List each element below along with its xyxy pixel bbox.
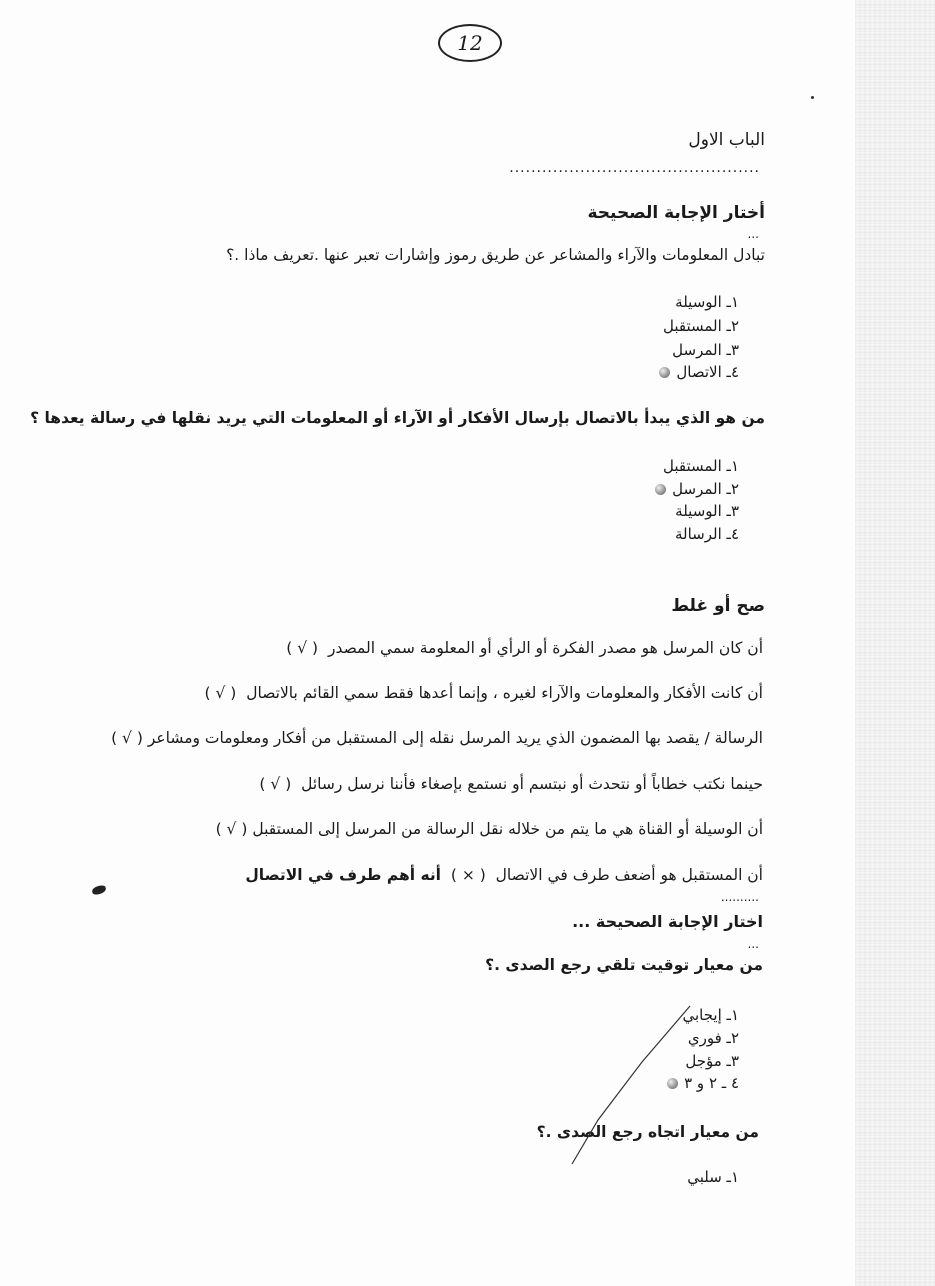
- page-number: 12: [438, 24, 502, 62]
- section1-heading: أختار الإجابة الصحيحة: [587, 203, 765, 223]
- q2-option-2-label: ٢ـ المرسل: [672, 480, 739, 498]
- statement-3-answer[interactable]: ( √ ): [111, 729, 143, 747]
- statement-4-text: حينما نكتب خطاباً أو نتحدث أو نبتسم أو نستمع بإصغاء فأننا نرسل رسائل: [301, 775, 763, 793]
- section2-heading: صح أو غلط: [671, 596, 765, 616]
- statement-6-text: أن المستقبل هو أضعف طرف في الاتصال: [495, 866, 763, 884]
- statement-2-answer[interactable]: ( √ ): [204, 684, 237, 702]
- question-3-text: من معيار توقيت تلقي رجع الصدى .؟: [485, 956, 763, 974]
- statement-5-answer[interactable]: ( √ ): [215, 820, 248, 838]
- q1-option-1[interactable]: ١ـ الوسيلة: [675, 293, 739, 311]
- q1-option-3[interactable]: ٣ـ المرسل: [672, 341, 739, 359]
- section2-dots: ..........: [720, 890, 759, 904]
- chapter-title: الباب الاول: [688, 130, 765, 150]
- statement-2-text: أن كانت الأفكار والمعلومات والآراء لغيره ، وإنما أعدها فقط سمي القائم بالاتصال: [246, 684, 763, 702]
- question-1-text: تبادل المعلومات والآراء والمشاعر عن طريق رموز وإشارات تعبر عنها .تعريف ماذا .؟: [226, 246, 765, 264]
- q4-option-1[interactable]: ١ـ سلبي: [687, 1168, 739, 1186]
- statement-6-correction: أنه أهم طرف في الاتصال: [245, 866, 441, 884]
- statement-3-text: الرسالة / يقصد بها المضمون الذي يريد المرسل نقله إلى المستقبل من أفكار ومعلومات ومشاعر: [147, 729, 763, 747]
- q3-option-4-label: ٤ ـ ٢ و ٣: [684, 1074, 739, 1092]
- section3-heading: اختار الإجابة الصحيحة ...: [572, 912, 763, 931]
- statement-1-answer[interactable]: ( √ ): [286, 639, 319, 657]
- q3-option-2[interactable]: ٢ـ فوري: [687, 1029, 739, 1047]
- question-2-text: من هو الذي يبدأ بالاتصال بإرسال الأفكار أو الآراء أو المعلومات التي يريد نقلها في رسالة يعدها ؟: [30, 409, 765, 427]
- q3-option-1[interactable]: ١ـ إيجابي: [682, 1006, 739, 1024]
- q2-option-1[interactable]: ١ـ المستقبل: [662, 457, 739, 475]
- statement-4-answer[interactable]: ( √ ): [259, 775, 292, 793]
- q1-option-4-label: ٤ـ الاتصال: [676, 363, 739, 381]
- q1-option-2[interactable]: ٢ـ المستقبل: [662, 317, 739, 335]
- statement-5-text: أن الوسيلة أو القناة هي ما يتم من خلاله نقل الرسالة من المرسل إلى المستقبل: [252, 820, 763, 838]
- separator-dots: ..............................................: [509, 160, 760, 176]
- q2-option-4[interactable]: ٤ـ الرسالة: [675, 525, 739, 543]
- section3-ellipsis: ...: [747, 937, 759, 951]
- q3-option-3[interactable]: ٣ـ مؤجل: [685, 1052, 739, 1070]
- statement-6-answer[interactable]: ( × ): [450, 866, 486, 884]
- question-4-text: من معيار اتجاه رجع الصدى .؟: [536, 1123, 759, 1141]
- statement-1-text: أن كان المرسل هو مصدر الفكرة أو الرأي أو المعلومة سمي المصدر: [327, 639, 763, 657]
- section1-ellipsis: ...: [747, 227, 759, 241]
- q2-option-3[interactable]: ٣ـ الوسيلة: [675, 502, 739, 520]
